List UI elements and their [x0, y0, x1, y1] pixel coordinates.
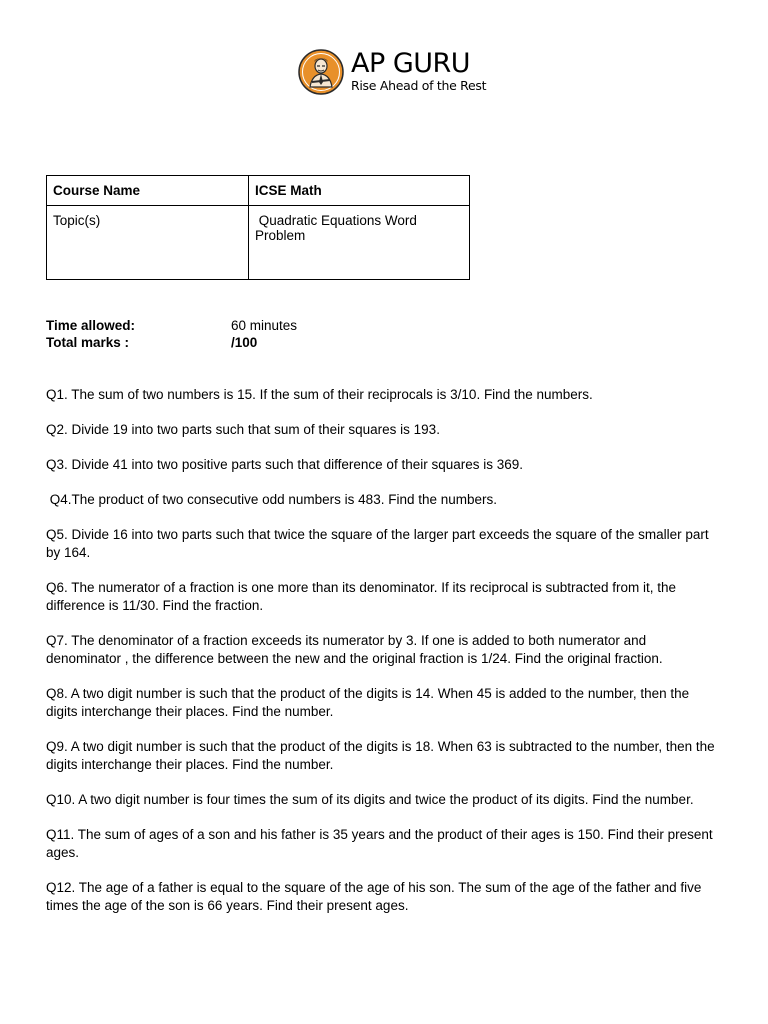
question-4: Q4.The product of two consecutive odd numbers is 483. Find the numbers.	[46, 492, 498, 507]
ap-guru-logo	[298, 48, 498, 100]
teacher-mascot-icon	[298, 49, 344, 95]
question-8: Q8. A two digit number is such that the product of the digits is 14. When 45 is added to the number, then the digits interchange their places. Find the number.	[46, 686, 690, 719]
question-12: Q12. The age of a father is equal to the square of the age of his son. The sum of the age of the father and five times the age of the son is 66 years. Find their present ages.	[46, 880, 702, 913]
question-5: Q5. Divide 16 into two parts such that twice the square of the larger part exceeds the square of the smaller part by 164.	[46, 527, 709, 560]
course-row	[47, 176, 470, 206]
course-name-label: Course Name	[47, 176, 249, 206]
total-marks-value: /100	[231, 335, 258, 350]
time-allowed-value: 60 minutes	[231, 318, 298, 333]
question-3: Q3. Divide 41 into two positive parts such that difference of their squares is 369.	[46, 457, 524, 472]
logo-title: AP GURU	[351, 48, 471, 79]
topic-label: Topic(s)	[47, 206, 249, 280]
question-1: Q1. The sum of two numbers is 15. If the sum of their reciprocals is 3/10. Find the numbers.	[46, 387, 593, 402]
question-7: Q7. The denominator of a fraction exceeds its numerator by 3. If one is added to both numerator and denominator , the difference between the new and the original fraction is 1/24. Find the original fraction.	[46, 633, 663, 666]
total-marks-label: Total marks :	[46, 335, 130, 350]
question-2: Q2. Divide 19 into two parts such that sum of their squares is 193.	[46, 422, 440, 437]
logo-tagline: Rise Ahead of the Rest	[351, 78, 487, 93]
topic-value: Quadratic Equations Word Problem	[249, 206, 470, 280]
course-info-table	[46, 175, 470, 280]
topic-row	[47, 206, 470, 280]
question-10: Q10. A two digit number is four times the sum of its digits and twice the product of its digits. Find the number.	[46, 792, 694, 807]
course-name-value: ICSE Math	[249, 176, 470, 206]
question-11: Q11. The sum of ages of a son and his father is 35 years and the product of their ages is 150. Find their present ages.	[46, 827, 713, 860]
question-9: Q9. A two digit number is such that the product of the digits is 18. When 63 is subtracted to the number, then the digits interchange their places. Find the number.	[46, 739, 715, 772]
question-6: Q6. The numerator of a fraction is one more than its denominator. If its reciprocal is subtracted from it, the difference is 11/30. Find the fraction.	[46, 580, 677, 613]
time-allowed-label: Time allowed:	[46, 318, 136, 333]
question-list	[46, 386, 722, 932]
